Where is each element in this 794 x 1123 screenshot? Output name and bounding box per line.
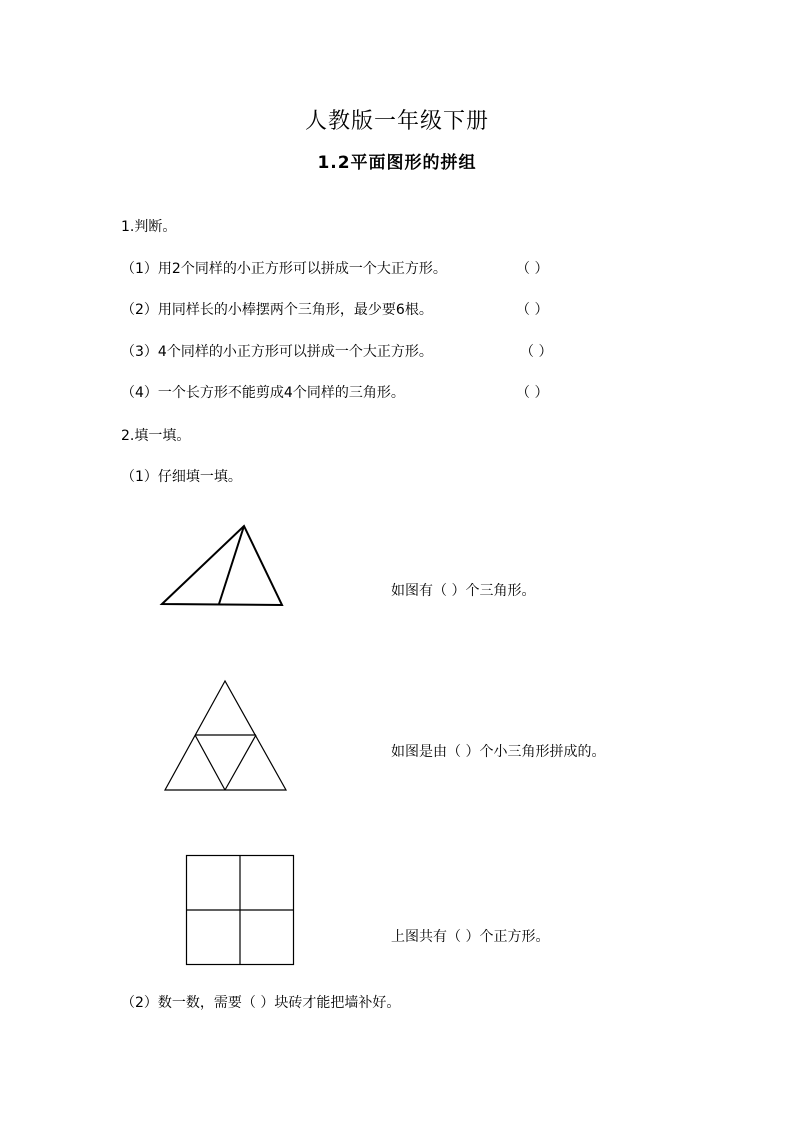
figure-four-triangles	[165, 681, 286, 790]
figure-2-caption: 如图是由（ ）个小三角形拼成的。	[391, 744, 606, 760]
page-title: 人教版一年级下册	[304, 109, 489, 134]
section2-sub2-text: （2）数一数，需要（ ）块砖才能把墙补好。	[121, 995, 401, 1011]
section1-heading: 1.判断。	[121, 219, 177, 235]
question-3-answer-blank: （ ）	[520, 344, 553, 360]
page-subtitle: 1.2平面图形的拼组	[317, 153, 477, 173]
question-1-answer-blank: （ ）	[516, 261, 549, 277]
question-4-answer-blank: （ ）	[516, 385, 549, 401]
question-2-answer-blank: （ ）	[516, 302, 549, 318]
section2-heading: 2.填一填。	[121, 428, 191, 444]
figure-3-caption: 上图共有（ ）个正方形。	[391, 929, 550, 945]
question-1-text: （1）用2个同样的小正方形可以拼成一个大正方形。	[121, 261, 447, 277]
figure-square-grid	[187, 856, 294, 965]
figure-1-caption: 如图有（ ）个三角形。	[391, 583, 536, 599]
section2-sub1-text: （1）仔细填一填。	[121, 469, 242, 485]
figure-split-triangle	[162, 526, 282, 605]
question-3-text: （3）4个同样的小正方形可以拼成一个大正方形。	[121, 344, 433, 360]
question-2-text: （2）用同样长的小棒摆两个三角形，最少要6根。	[121, 302, 433, 318]
question-4-text: （4）一个长方形不能剪成4个同样的三角形。	[121, 385, 405, 401]
